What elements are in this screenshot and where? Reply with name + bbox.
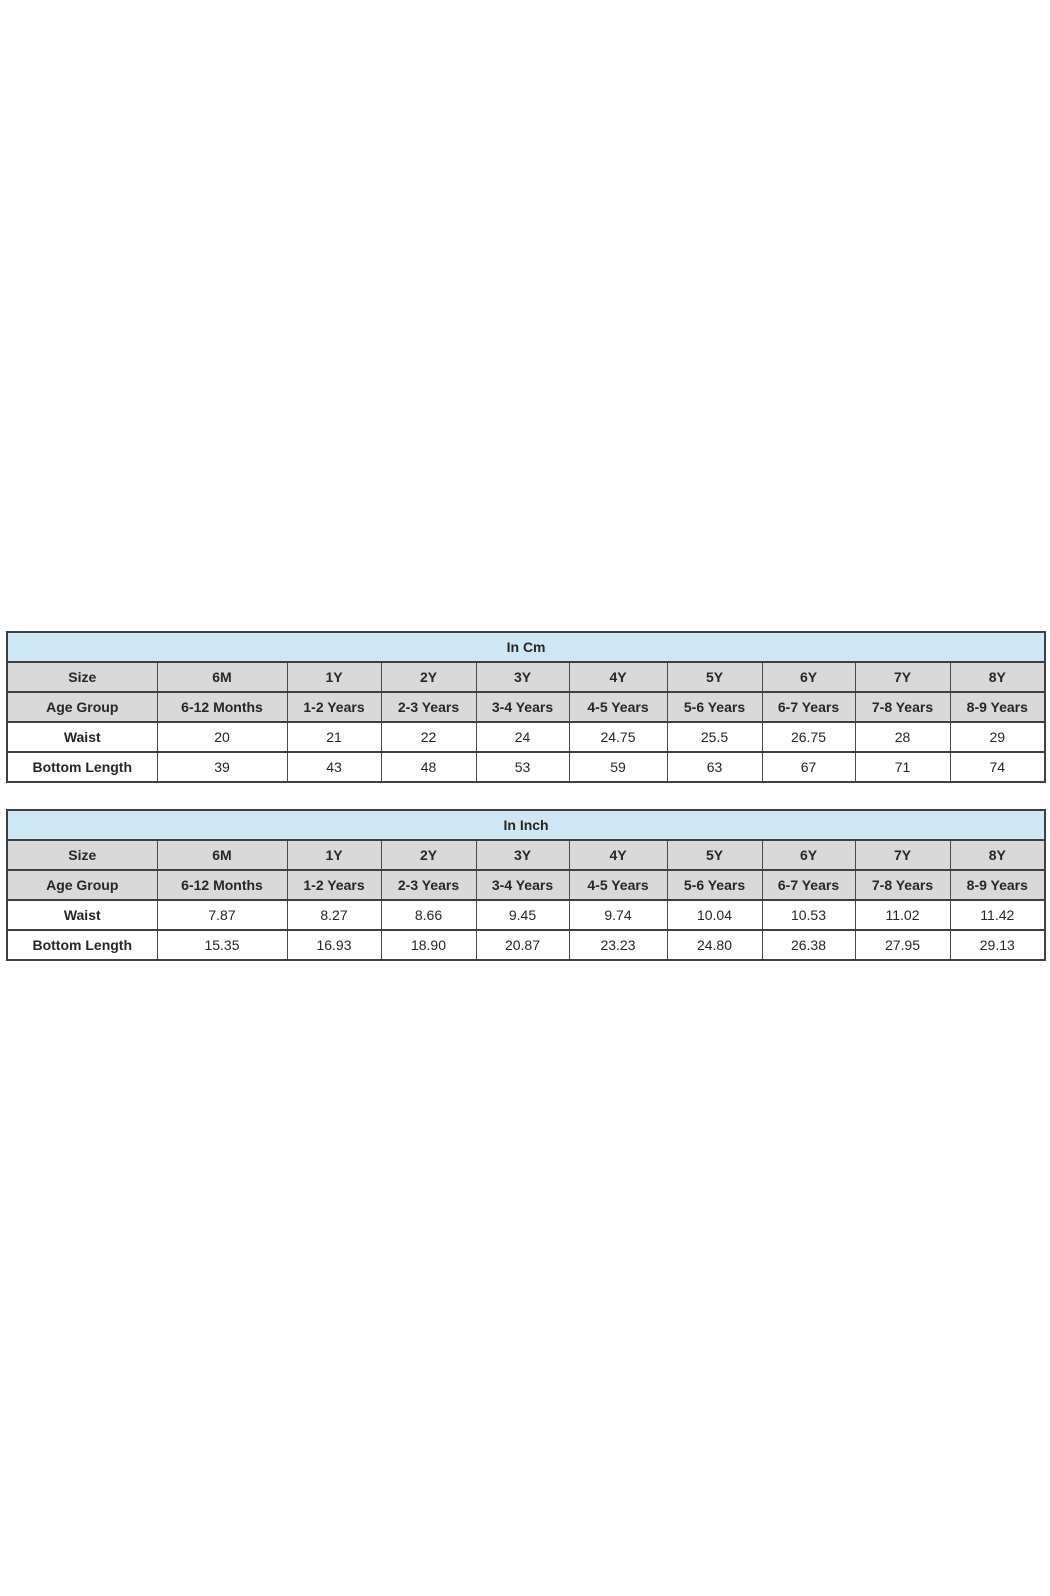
measurement-value-cell: 9.45 — [476, 900, 569, 930]
size-row-label: Size — [7, 662, 157, 692]
age-group-header-cell: 4-5 Years — [569, 870, 667, 900]
age-group-header-cell: 3-4 Years — [476, 870, 569, 900]
size-header-cell: 1Y — [287, 840, 381, 870]
measurement-value-cell: 39 — [157, 752, 287, 782]
age-group-row-label: Age Group — [7, 692, 157, 722]
measurement-value-cell: 18.90 — [381, 930, 476, 960]
measurement-value-cell: 74 — [950, 752, 1045, 782]
measurement-value-cell: 28 — [855, 722, 950, 752]
size-row-label: Size — [7, 840, 157, 870]
size-header-row — [7, 840, 1045, 870]
measurement-row — [7, 900, 1045, 930]
size-header-cell: 4Y — [569, 662, 667, 692]
age-group-header-cell: 7-8 Years — [855, 870, 950, 900]
measurement-value-cell: 11.02 — [855, 900, 950, 930]
measurement-value-cell: 23.23 — [569, 930, 667, 960]
size-header-cell: 6M — [157, 662, 287, 692]
age-group-header-cell: 1-2 Years — [287, 870, 381, 900]
measurement-value-cell: 53 — [476, 752, 569, 782]
size-chart-cm-table — [6, 631, 1046, 783]
measurement-value-cell: 26.75 — [762, 722, 855, 752]
age-group-header-cell: 5-6 Years — [667, 870, 762, 900]
size-charts-container — [6, 631, 1045, 961]
table-title-row — [7, 632, 1045, 662]
measurement-row-label: Bottom Length — [7, 930, 157, 960]
age-group-header-row — [7, 870, 1045, 900]
measurement-value-cell: 21 — [287, 722, 381, 752]
measurement-value-cell: 29 — [950, 722, 1045, 752]
size-header-cell: 6M — [157, 840, 287, 870]
measurement-row-label: Bottom Length — [7, 752, 157, 782]
measurement-value-cell: 8.66 — [381, 900, 476, 930]
size-header-cell: 1Y — [287, 662, 381, 692]
measurement-row-label: Waist — [7, 722, 157, 752]
table-title: In Cm — [7, 632, 1045, 662]
age-group-header-cell: 6-12 Months — [157, 692, 287, 722]
age-group-header-cell: 6-7 Years — [762, 692, 855, 722]
measurement-value-cell: 22 — [381, 722, 476, 752]
measurement-value-cell: 48 — [381, 752, 476, 782]
size-header-row — [7, 662, 1045, 692]
size-header-cell: 4Y — [569, 840, 667, 870]
measurement-value-cell: 24 — [476, 722, 569, 752]
size-header-cell: 2Y — [381, 840, 476, 870]
measurement-value-cell: 67 — [762, 752, 855, 782]
age-group-header-cell: 8-9 Years — [950, 870, 1045, 900]
measurement-value-cell: 16.93 — [287, 930, 381, 960]
size-header-cell: 5Y — [667, 840, 762, 870]
size-header-cell: 5Y — [667, 662, 762, 692]
measurement-value-cell: 24.80 — [667, 930, 762, 960]
measurement-value-cell: 20.87 — [476, 930, 569, 960]
measurement-value-cell: 11.42 — [950, 900, 1045, 930]
measurement-value-cell: 8.27 — [287, 900, 381, 930]
measurement-value-cell: 10.04 — [667, 900, 762, 930]
measurement-row — [7, 722, 1045, 752]
size-header-cell: 3Y — [476, 662, 569, 692]
size-header-cell: 3Y — [476, 840, 569, 870]
age-group-header-cell: 3-4 Years — [476, 692, 569, 722]
measurement-value-cell: 43 — [287, 752, 381, 782]
measurement-value-cell: 25.5 — [667, 722, 762, 752]
measurement-value-cell: 9.74 — [569, 900, 667, 930]
size-header-cell: 7Y — [855, 662, 950, 692]
size-header-cell: 7Y — [855, 840, 950, 870]
measurement-value-cell: 15.35 — [157, 930, 287, 960]
measurement-value-cell: 63 — [667, 752, 762, 782]
measurement-row-label: Waist — [7, 900, 157, 930]
age-group-header-cell: 7-8 Years — [855, 692, 950, 722]
size-chart-inch-table — [6, 809, 1046, 961]
measurement-value-cell: 59 — [569, 752, 667, 782]
measurement-row — [7, 930, 1045, 960]
age-group-header-cell: 5-6 Years — [667, 692, 762, 722]
age-group-header-cell: 2-3 Years — [381, 870, 476, 900]
size-header-cell: 8Y — [950, 662, 1045, 692]
size-header-cell: 8Y — [950, 840, 1045, 870]
measurement-value-cell: 20 — [157, 722, 287, 752]
measurement-value-cell: 71 — [855, 752, 950, 782]
age-group-header-cell: 8-9 Years — [950, 692, 1045, 722]
table-title-row — [7, 810, 1045, 840]
age-group-header-cell: 2-3 Years — [381, 692, 476, 722]
age-group-header-row — [7, 692, 1045, 722]
size-header-cell: 6Y — [762, 840, 855, 870]
age-group-header-cell: 4-5 Years — [569, 692, 667, 722]
measurement-value-cell: 10.53 — [762, 900, 855, 930]
measurement-value-cell: 26.38 — [762, 930, 855, 960]
table-title: In Inch — [7, 810, 1045, 840]
age-group-row-label: Age Group — [7, 870, 157, 900]
size-header-cell: 6Y — [762, 662, 855, 692]
measurement-row — [7, 752, 1045, 782]
measurement-value-cell: 24.75 — [569, 722, 667, 752]
measurement-value-cell: 29.13 — [950, 930, 1045, 960]
measurement-value-cell: 27.95 — [855, 930, 950, 960]
measurement-value-cell: 7.87 — [157, 900, 287, 930]
age-group-header-cell: 6-12 Months — [157, 870, 287, 900]
age-group-header-cell: 6-7 Years — [762, 870, 855, 900]
age-group-header-cell: 1-2 Years — [287, 692, 381, 722]
size-header-cell: 2Y — [381, 662, 476, 692]
